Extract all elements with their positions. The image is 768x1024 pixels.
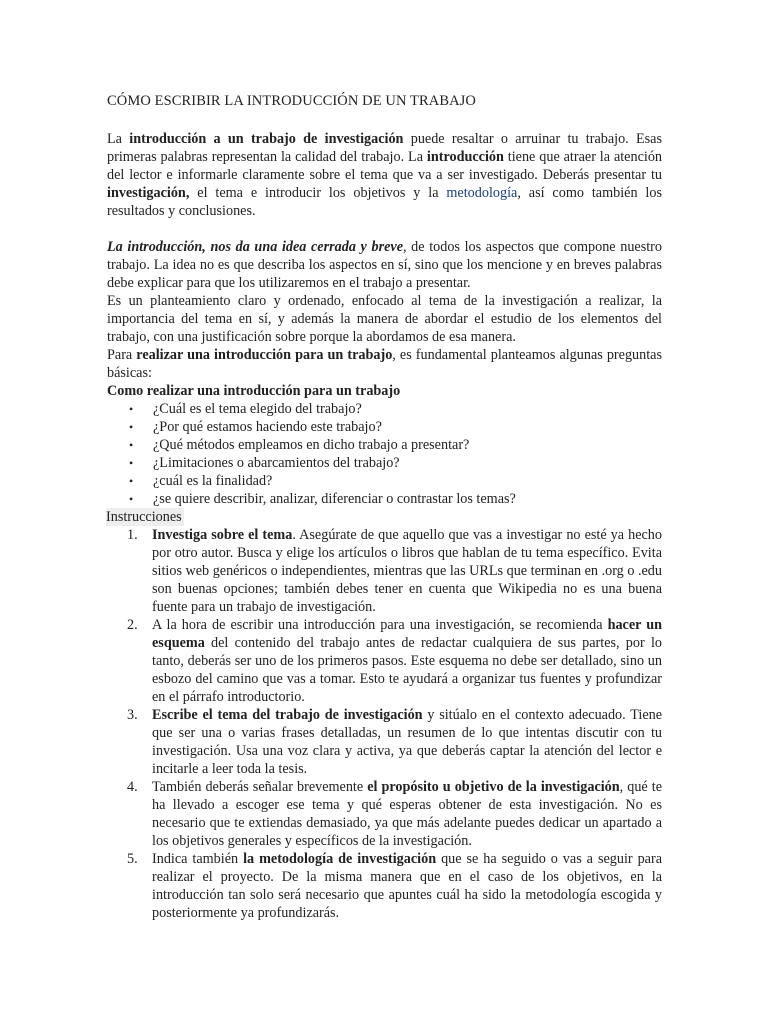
text-run: A la hora de escribir una introducción para una investigación, se recomienda [152, 617, 608, 633]
text-run: y sitúalo en el contexto adecuado. Tiene que ser una o varias frases detalladas, un resumen de lo que intentas discutir con tu investigación. Usa una voz clara y activa, ya que deberás captar la atención del lector e incitarle a leer toda la tesis. [152, 707, 663, 777]
step-number: 5. [127, 851, 138, 867]
section-subheading: Como realizar una introducción para un trabajo [107, 383, 401, 399]
list-item: • ¿se quiere describir, analizar, diferenciar o contrastar los temas? [153, 490, 662, 508]
text-run: La [107, 131, 130, 147]
planteamiento-paragraph: Es un planteamiento claro y ordenado, enfocado al tema de la investigación a realizar, la importancia del tema en sí, y además la manera de abordar el estudio de los elementos del trabajo, con una justificación sobre porque la abordamos de esa manera. [107, 293, 662, 345]
list-item [127, 850, 662, 922]
questions-list [107, 400, 662, 508]
text-run: , de todos los aspectos que compone nuestro trabajo. La idea no es que describa los aspectos en sí, sino que los mencione y en breves palabras debe explicar para que los utilizaremos en el trabajo a presentar. [107, 239, 662, 291]
instructions-heading-row [107, 508, 662, 526]
list-item [127, 778, 662, 850]
text-run: También deberás señalar brevemente [152, 779, 368, 795]
step-number: 3. [127, 707, 138, 723]
metodologia-link[interactable]: metodología [446, 185, 518, 201]
text-run: el tema e introducir los objetivos y la [189, 185, 447, 201]
text-run: Indica también [152, 851, 244, 867]
step-number: 1. [127, 527, 138, 543]
instructions-list [107, 526, 662, 922]
bold-run: hacer un esquema [152, 617, 662, 651]
text-run: . Asegúrate de que aquello que vas a investigar no esté ya hecho por otro autor. Busca y elige los artículos o libros que hablan de tu tema específico. Evita sitios web genéricos o independientes, mientras que las URLs que terminan en .org o .edu son buenas opciones; también debes tener en cuenta que Wikipedia no es una buena fuente para un trabajo de investigación. [152, 527, 662, 615]
bold-run: introducción a un trabajo de investigación [129, 131, 404, 147]
instructions-label: Instrucciones [106, 509, 182, 525]
bold-run: investigación, [107, 185, 190, 201]
step-number: 2. [127, 617, 138, 633]
list-item: • ¿cuál es la finalidad? [153, 472, 662, 490]
page-title: CÓMO ESCRIBIR LA INTRODUCCIÓN DE UN TRABAJO [107, 93, 476, 109]
text-run: , así como también los resultados y conclusiones. [107, 185, 662, 219]
preguntas-paragraph [107, 346, 662, 382]
intro-paragraph [107, 130, 662, 220]
list-item: • ¿Cuál es el tema elegido del trabajo? [153, 400, 662, 418]
text-run: Para [107, 347, 137, 363]
text-run: , qué te ha llevado a escoger ese tema y qué esperas obtener de esta investigación. No es necesario que te extiendas demasiado, ya que más adelante puedes dedicar un apartado a los objetivos generales y específicos de la investigación. [152, 779, 662, 849]
bold-run: el propósito u objetivo de la investigación [367, 779, 620, 795]
text-run: tiene que atraer la atención del lector e informarle claramente sobre el tema que va a ser investigado. Deberás presentar tu [107, 149, 663, 183]
bold-run: Escribe el tema del trabajo de investigación [152, 707, 423, 723]
bold-italic-run: La introducción, nos da una idea cerrada y breve [107, 239, 403, 255]
list-item: • ¿Qué métodos empleamos en dicho trabajo a presentar? [153, 436, 662, 454]
text-run: puede resaltar o arruinar tu trabajo. Esas primeras palabras representan la calidad del trabajo. La [107, 131, 663, 165]
document-body [107, 91, 662, 922]
list-item [127, 616, 662, 706]
definition-paragraph [107, 238, 662, 292]
bold-run: Investiga sobre el tema [152, 527, 293, 543]
text-run: que se ha seguido o vas a seguir para realizar el proyecto. De la misma manera que en el caso de los objetivos, en la introducción tan solo será necesario que apuntes cuál ha sido la metodología escogida y posteriormente ya profundizarás. [152, 851, 662, 921]
bold-run: la metodología de investigación [243, 851, 437, 867]
text-run: , es fundamental planteamos algunas preguntas básicas: [107, 347, 662, 381]
list-item: • ¿Limitaciones o abarcamientos del trabajo? [153, 454, 662, 472]
list-item [127, 526, 662, 616]
bold-run: realizar una introducción para un trabajo [136, 347, 393, 363]
list-item: • ¿Por qué estamos haciendo este trabajo? [153, 418, 662, 436]
step-number: 4. [127, 779, 138, 795]
text-run: del contenido del trabajo antes de redactar cualquiera de sus partes, por lo tanto, deberás ser uno de los primeros pasos. Este esquema no debe ser detallado, sino un esbozo del camino que vas a tomar. Esto te ayudará a organizar tus fuentes y profundizar en el párrafo introductorio. [152, 635, 662, 705]
list-item [127, 706, 663, 778]
bold-run: introducción [426, 149, 504, 165]
